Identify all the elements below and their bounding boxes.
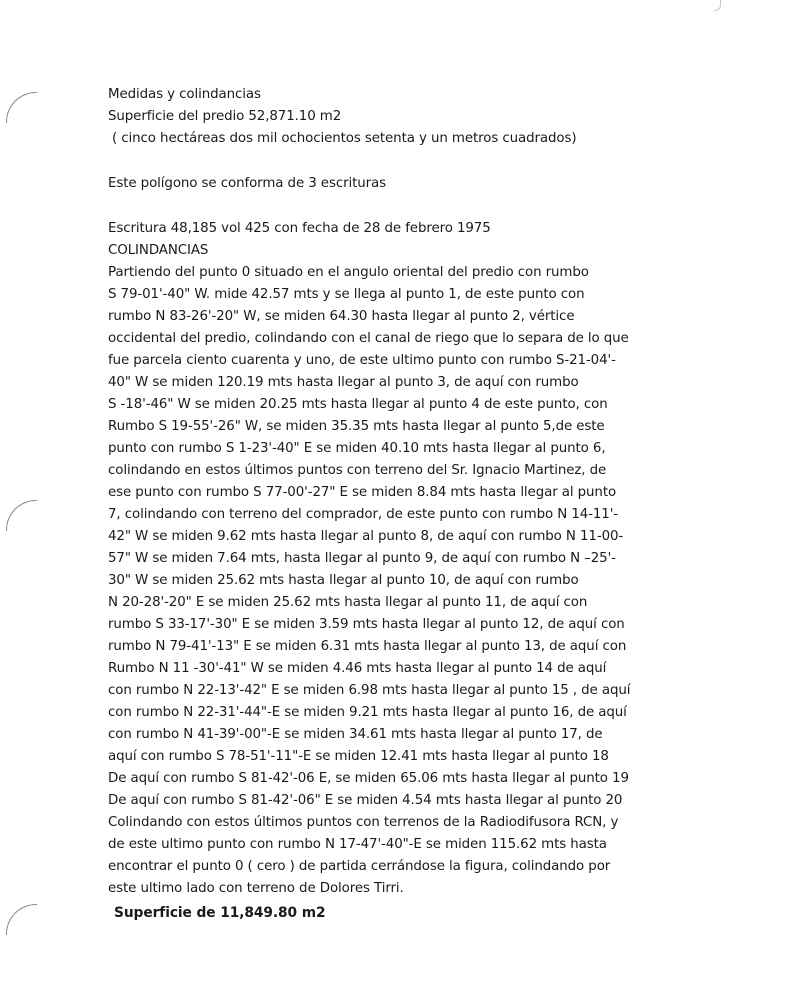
body-line: 30" W se miden 25.62 mts hasta llegar al punto 10, de aquí con rumbo [108, 573, 579, 588]
document-title: Medidas y colindancias [108, 87, 261, 102]
body-line: S -18'-46" W se miden 20.25 mts hasta llegar al punto 4 de este punto, con [108, 397, 608, 412]
body-line: rumbo S 33-17'-30" E se miden 3.59 mts hasta llegar al punto 12, de aquí con [108, 617, 625, 632]
surface-total: Superficie de 11,849.80 m2 [114, 905, 326, 921]
body-line: De aquí con rumbo S 81-42'-06 E, se miden 65.06 mts hasta llegar al punto 19 [108, 771, 629, 786]
punch-hole-mark [6, 904, 37, 935]
deed-reference: Escritura 48,185 vol 425 con fecha de 28 de febrero 1975 [108, 221, 491, 236]
body-line: este ultimo lado con terreno de Dolores Tirri. [108, 881, 404, 896]
body-line: Partiendo del punto 0 situado en el angulo oriental del predio con rumbo [108, 265, 589, 280]
body-line: con rumbo N 22-31'-44"-E se miden 9.21 mts hasta llegar al punto 16, de aquí [108, 705, 627, 720]
body-line: 57" W se miden 7.64 mts, hasta llegar al punto 9, de aquí con rumbo N –25'- [108, 551, 616, 566]
body-line: S 79-01'-40" W. mide 42.57 mts y se llega al punto 1, de este punto con [108, 287, 585, 302]
surface-in-words: ( cinco hectáreas dos mil ochocientos setenta y un metros cuadrados) [112, 131, 577, 146]
body-line: 40" W se miden 120.19 mts hasta llegar al punto 3, de aquí con rumbo [108, 375, 579, 390]
body-line: punto con rumbo S 1-23'-40" E se miden 40.10 mts hasta llegar al punto 6, [108, 441, 606, 456]
section-title: COLINDANCIAS [108, 243, 209, 258]
body-line: fue parcela ciento cuarenta y uno, de este ultimo punto con rumbo S-21-04'- [108, 353, 616, 368]
body-line: 7, colindando con terreno del comprador, de este punto con rumbo N 14-11'- [108, 507, 619, 522]
body-line: De aquí con rumbo S 81-42'-06" E se miden 4.54 mts hasta llegar al punto 20 [108, 793, 623, 808]
punch-hole-mark [6, 92, 37, 123]
body-line: ese punto con rumbo S 77-00'-27" E se miden 8.84 mts hasta llegar al punto [108, 485, 617, 500]
body-line: Colindando con estos últimos puntos con terrenos de la Radiodifusora RCN, y [108, 815, 619, 830]
body-line: rumbo N 83-26'-20" W, se miden 64.30 hasta llegar al punto 2, vértice [108, 309, 575, 324]
surface-line: Superficie del predio 52,871.10 m2 [108, 109, 342, 124]
body-line: con rumbo N 22-13'-42" E se miden 6.98 mts hasta llegar al punto 15 , de aquí [108, 683, 631, 698]
body-line: Rumbo S 19-55'-26" W, se miden 35.35 mts hasta llegar al punto 5,de este [108, 419, 605, 434]
body-line: occidental del predio, colindando con el canal de riego que lo separa de lo que [108, 331, 629, 346]
body-line: aquí con rumbo S 78-51'-11"-E se miden 12.41 mts hasta llegar al punto 18 [108, 749, 609, 764]
polygon-note: Este polígono se conforma de 3 escrituras [108, 176, 387, 191]
body-line: 42" W se miden 9.62 mts hasta llegar al punto 8, de aquí con rumbo N 11-00- [108, 529, 624, 544]
paper-edge-mark [714, 0, 721, 11]
body-line: de este ultimo punto con rumbo N 17-47'-40"-E se miden 115.62 mts hasta [108, 837, 607, 852]
punch-hole-mark [6, 500, 37, 531]
body-line: N 20-28'-20" E se miden 25.62 mts hasta llegar al punto 11, de aquí con [108, 595, 588, 610]
body-line: Rumbo N 11 -30'-41" W se miden 4.46 mts hasta llegar al punto 14 de aquí [108, 661, 607, 676]
body-line: con rumbo N 41-39'-00"-E se miden 34.61 mts hasta llegar al punto 17, de [108, 727, 603, 742]
body-line: rumbo N 79-41'-13" E se miden 6.31 mts hasta llegar al punto 13, de aquí con [108, 639, 627, 654]
body-line: encontrar el punto 0 ( cero ) de partida cerrándose la figura, colindando por [108, 859, 611, 874]
body-line: colindando en estos últimos puntos con terreno del Sr. Ignacio Martinez, de [108, 463, 607, 478]
